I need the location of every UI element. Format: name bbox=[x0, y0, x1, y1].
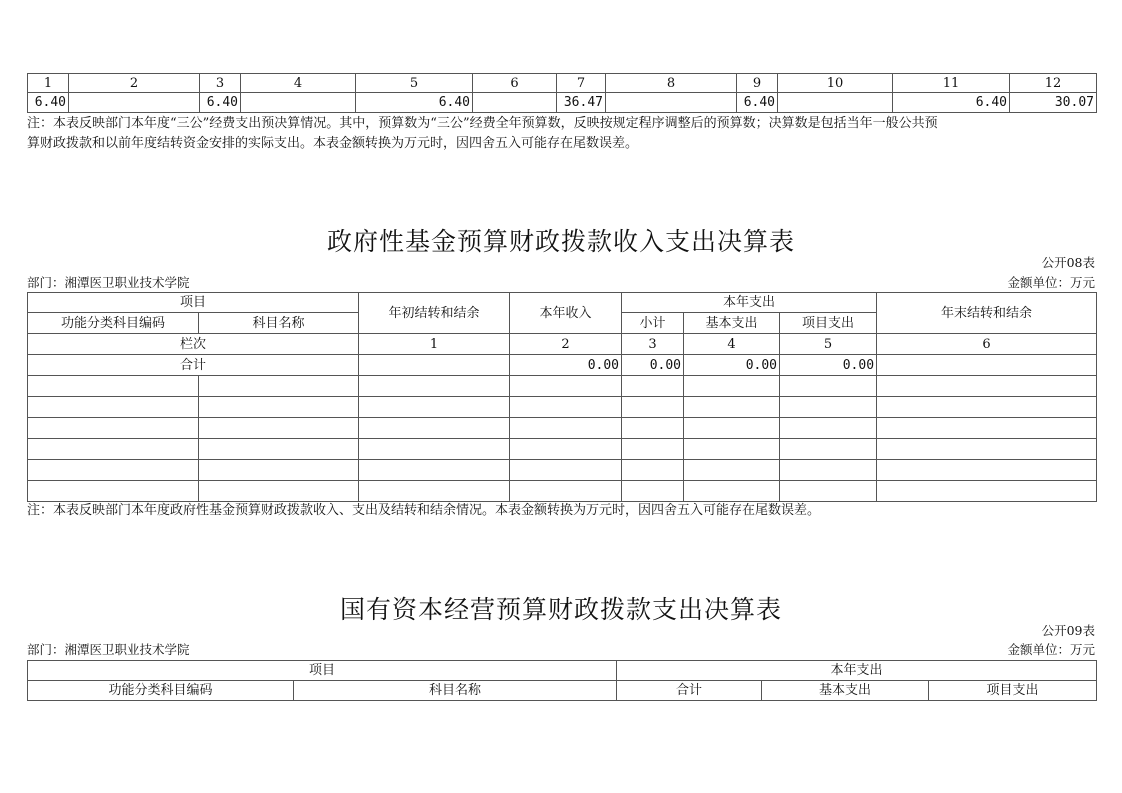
total-end bbox=[877, 355, 1097, 376]
table08-dept: 部门：湘潭医卫职业技术学院 bbox=[27, 275, 190, 290]
header-project: 项目 bbox=[28, 293, 359, 313]
table08-form-no: 公开08表 bbox=[1041, 255, 1095, 270]
table09-dept: 部门：湘潭医卫职业技术学院 bbox=[27, 642, 190, 657]
col-num: 2 bbox=[510, 334, 622, 355]
table09 bbox=[27, 660, 1097, 701]
col-num: 10 bbox=[778, 74, 893, 93]
header-basic: 基本支出 bbox=[762, 681, 929, 701]
col-num: 11 bbox=[893, 74, 1010, 93]
header-begin-balance: 年初结转和结余 bbox=[359, 293, 510, 334]
value-cell: 30.07 bbox=[1010, 93, 1097, 113]
table-row bbox=[28, 418, 1097, 439]
col-num: 2 bbox=[69, 74, 200, 93]
header-total: 合计 bbox=[617, 681, 762, 701]
value-cell: 6.40 bbox=[200, 93, 241, 113]
col-num: 9 bbox=[737, 74, 778, 93]
table08 bbox=[27, 292, 1097, 502]
table09-form-no: 公开09表 bbox=[1041, 623, 1095, 638]
row-label-total: 合计 bbox=[28, 355, 359, 376]
note-table08: 注：本表反映部门本年度政府性基金预算财政拨款收入、支出及结转和结余情况。本表金额转换为万元时，因四舍五入可能存在尾数误差。 bbox=[27, 503, 821, 518]
table08-title: 政府性基金预算财政拨款收入支出决算表 bbox=[326, 227, 795, 256]
value-cell bbox=[69, 93, 200, 113]
row-label-col: 栏次 bbox=[28, 334, 359, 355]
table09-title: 国有资本经营预算财政拨款支出决算表 bbox=[339, 595, 782, 624]
header-item: 项目支出 bbox=[780, 313, 877, 334]
col-num: 3 bbox=[200, 74, 241, 93]
value-cell bbox=[473, 93, 557, 113]
header-project: 项目 bbox=[28, 661, 617, 681]
value-cell: 6.40 bbox=[893, 93, 1010, 113]
header-subtotal: 小计 bbox=[622, 313, 684, 334]
note-line: 注：本表反映部门本年度“三公”经费支出预决算情况。其中，预算数为“三公”经费全年预算数，反映按规定程序调整后的预算数；决算数是包括当年一般公共预 bbox=[27, 116, 938, 131]
table-row bbox=[28, 439, 1097, 460]
note-line: 算财政拨款和以前年度结转资金安排的实际支出。本表金额转换为万元时，因四舍五入可能存在尾数误差。 bbox=[27, 136, 639, 151]
col-num: 3 bbox=[622, 334, 684, 355]
value-cell bbox=[241, 93, 356, 113]
note-sangong bbox=[27, 114, 938, 154]
col-num: 1 bbox=[28, 74, 69, 93]
value-cell bbox=[606, 93, 737, 113]
table08-unit: 金额单位：万元 bbox=[1007, 275, 1095, 290]
col-num: 6 bbox=[473, 74, 557, 93]
total-subtotal: 0.00 bbox=[622, 355, 684, 376]
col-num: 1 bbox=[359, 334, 510, 355]
col-num: 4 bbox=[684, 334, 780, 355]
header-end-balance: 年末结转和结余 bbox=[877, 293, 1097, 334]
table09-unit: 金额单位：万元 bbox=[1007, 642, 1095, 657]
col-num: 5 bbox=[356, 74, 473, 93]
header-income: 本年收入 bbox=[510, 293, 622, 334]
value-cell bbox=[778, 93, 893, 113]
header-expense: 本年支出 bbox=[617, 661, 1097, 681]
table-row bbox=[28, 460, 1097, 481]
header-basic: 基本支出 bbox=[684, 313, 780, 334]
total-income: 0.00 bbox=[510, 355, 622, 376]
table-row bbox=[28, 481, 1097, 502]
total-begin bbox=[359, 355, 510, 376]
col-num: 7 bbox=[557, 74, 606, 93]
header-code: 功能分类科目编码 bbox=[28, 313, 199, 334]
col-num: 8 bbox=[606, 74, 737, 93]
value-cell: 36.47 bbox=[557, 93, 606, 113]
header-expense: 本年支出 bbox=[622, 293, 877, 313]
col-num: 6 bbox=[877, 334, 1097, 355]
value-cell: 6.40 bbox=[356, 93, 473, 113]
header-code: 功能分类科目编码 bbox=[28, 681, 294, 701]
col-num: 4 bbox=[241, 74, 356, 93]
sangong-table bbox=[27, 73, 1097, 113]
header-name: 科目名称 bbox=[199, 313, 359, 334]
table-row bbox=[28, 376, 1097, 397]
col-num: 12 bbox=[1010, 74, 1097, 93]
value-cell: 6.40 bbox=[28, 93, 69, 113]
total-basic: 0.00 bbox=[684, 355, 780, 376]
value-cell: 6.40 bbox=[737, 93, 778, 113]
col-num: 5 bbox=[780, 334, 877, 355]
header-item: 项目支出 bbox=[929, 681, 1097, 701]
total-item: 0.00 bbox=[780, 355, 877, 376]
header-name: 科目名称 bbox=[294, 681, 617, 701]
table-row bbox=[28, 397, 1097, 418]
